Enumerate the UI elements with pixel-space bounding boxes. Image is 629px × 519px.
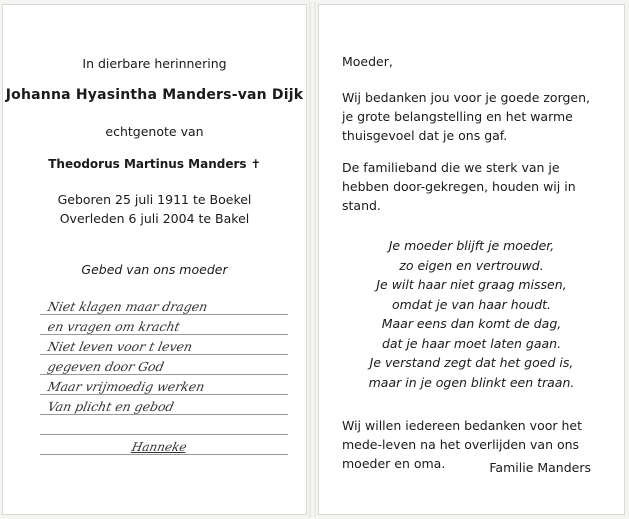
ruled-line [40, 414, 288, 415]
ruled-line [40, 354, 288, 355]
handwritten-line: Niet leven voor t leven [46, 339, 194, 354]
card-fold [309, 2, 316, 517]
ruled-line [40, 454, 288, 455]
ruled-line [40, 314, 288, 315]
thanks-paragraph: Wij bedanken jou voor je goede zorgen, je grote belangstelling en het warme thuisgevoel dat je ons gaf. [342, 90, 591, 143]
ruled-line [40, 334, 288, 335]
handwritten-line: Van plicht en gebod [46, 399, 176, 414]
birth-line: Geboren 25 juli 1911 te Boekel [57, 192, 252, 207]
poem-line: omdat je van haar houdt. [391, 296, 552, 312]
spouse-of-label: echtgenote van [105, 124, 204, 139]
handwritten-lined-area [40, 298, 288, 478]
salutation: Moeder, [342, 54, 393, 69]
poem-line: Je verstand zegt dat het goed is, [369, 355, 574, 370]
deceased-name: Johanna Hyasintha Manders-van Dijk [5, 87, 304, 103]
family-bond-paragraph: De familieband die we sterk van je hebben door-gekregen, houden wij in stand. [342, 160, 576, 213]
handwritten-line: en vragen om kracht [46, 319, 182, 334]
prayer-title: Gebed van ons moeder [81, 262, 228, 277]
handwritten-line: Niet klagen maar dragen [46, 299, 209, 314]
poem-line: Maar eens dan komt de dag, [381, 316, 562, 331]
handwritten-line: gegeven door God [46, 359, 166, 374]
ruled-line [40, 394, 288, 395]
handwritten-line: Maar vrijmoedig werken [46, 379, 207, 394]
right-card-panel [318, 4, 625, 515]
death-line: Overleden 6 juli 2004 te Bakel [59, 211, 250, 226]
poem-line: maar in je ogen blinkt een traan. [368, 374, 575, 390]
memorial-intro: In dierbare herinnering [82, 56, 227, 71]
poem-line: Je wilt haar niet graag missen, [376, 277, 567, 292]
poem-line: zo eigen en vertrouwd. [399, 257, 544, 273]
poem [318, 236, 625, 392]
acknowledgement-paragraph: Wij willen iedereen bedanken voor het mede-leven na het overlijden van ons moeder en oma. [342, 418, 583, 471]
poem-line: dat je haar moet laten gaan. [381, 335, 562, 351]
poem-line: Je moeder blijft je moeder, [388, 238, 555, 253]
ruled-line [40, 374, 288, 375]
handwritten-signature: Hanneke [130, 440, 189, 454]
ruled-line [40, 434, 288, 435]
left-card-panel [2, 4, 307, 515]
husband-name: Theodorus Martinus Manders ✝ [48, 157, 261, 171]
family-signature: Familie Manders [489, 460, 591, 475]
